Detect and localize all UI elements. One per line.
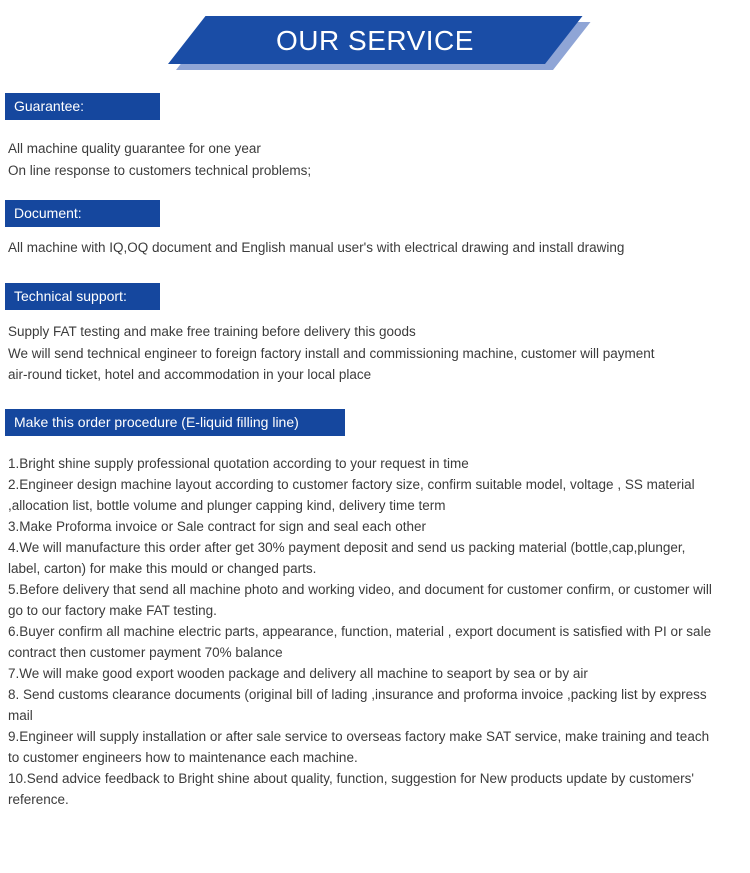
text-line: reference. — [8, 791, 69, 807]
text-line: All machine quality guarantee for one year — [8, 141, 261, 156]
banner-title: OUR SERVICE — [276, 25, 474, 56]
our-service-page — [0, 16, 750, 873]
text-line: We will send technical engineer to foreign factory install and commissioning machine, customer will payment — [8, 345, 655, 361]
text-line: 9.Engineer will supply installation or after sale service to overseas factory make SAT service, make training and teach — [8, 728, 710, 744]
service-banner — [0, 16, 750, 71]
text-line: 6.Buyer confirm all machine electric parts, appearance, function, material , export document is satisfied with PI or sale — [8, 623, 712, 639]
section-heading-order-procedure: Make this order procedure (E-liquid filling line) — [5, 409, 345, 436]
text-line: 8. Send customs clearance documents (original bill of lading ,insurance and proforma invoice ,packing list by express — [8, 686, 707, 702]
text-line: label, carton) for make this mould or changed parts. — [8, 560, 317, 576]
text-line: air-round ticket, hotel and accommodation in your local place — [8, 367, 372, 382]
text-line: mail — [8, 707, 33, 723]
text-line: ,allocation list, bottle volume and plunger capping kind, delivery time term — [8, 497, 446, 513]
section-heading-document: Document: — [5, 200, 160, 227]
text-line: 2.Engineer design machine layout according to customer factory size, confirm suitable model, voltage , SS material — [8, 476, 695, 492]
text-line: 7.We will make good export wooden package and delivery all machine to seaport by sea or by air — [8, 665, 588, 681]
text-line: 1.Bright shine supply professional quotation according to your request in time — [8, 455, 469, 471]
text-line: 10.Send advice feedback to Bright shine about quality, function, suggestion for New products update by customers' — [8, 770, 694, 786]
text-line: 3.Make Proforma invoice or Sale contract for sign and seal each other — [8, 518, 426, 534]
section-body-document — [8, 237, 750, 259]
text-line: 5.Before delivery that send all machine photo and working video, and document for customer confirm, or customer will — [8, 581, 712, 597]
section-body-order-procedure — [8, 453, 750, 810]
section-body-guarantee — [8, 138, 750, 182]
text-line: Supply FAT testing and make free training before delivery this goods — [8, 324, 416, 339]
section-heading-technical-support: Technical support: — [5, 283, 160, 310]
text-line: contract then customer payment 70% balance — [8, 644, 283, 660]
text-line: On line response to customers technical problems; — [8, 163, 312, 178]
text-line: to customer engineers how to maintenance each machine. — [8, 749, 358, 765]
text-line: 4.We will manufacture this order after get 30% payment deposit and send us packing material (bottle,cap,plunger, — [8, 539, 686, 555]
section-body-technical-support — [8, 321, 750, 386]
text-line: go to our factory make FAT testing. — [8, 602, 217, 618]
section-heading-guarantee: Guarantee: — [5, 93, 160, 120]
text-line: All machine with IQ,OQ document and English manual user's with electrical drawing and install drawing — [8, 240, 625, 255]
